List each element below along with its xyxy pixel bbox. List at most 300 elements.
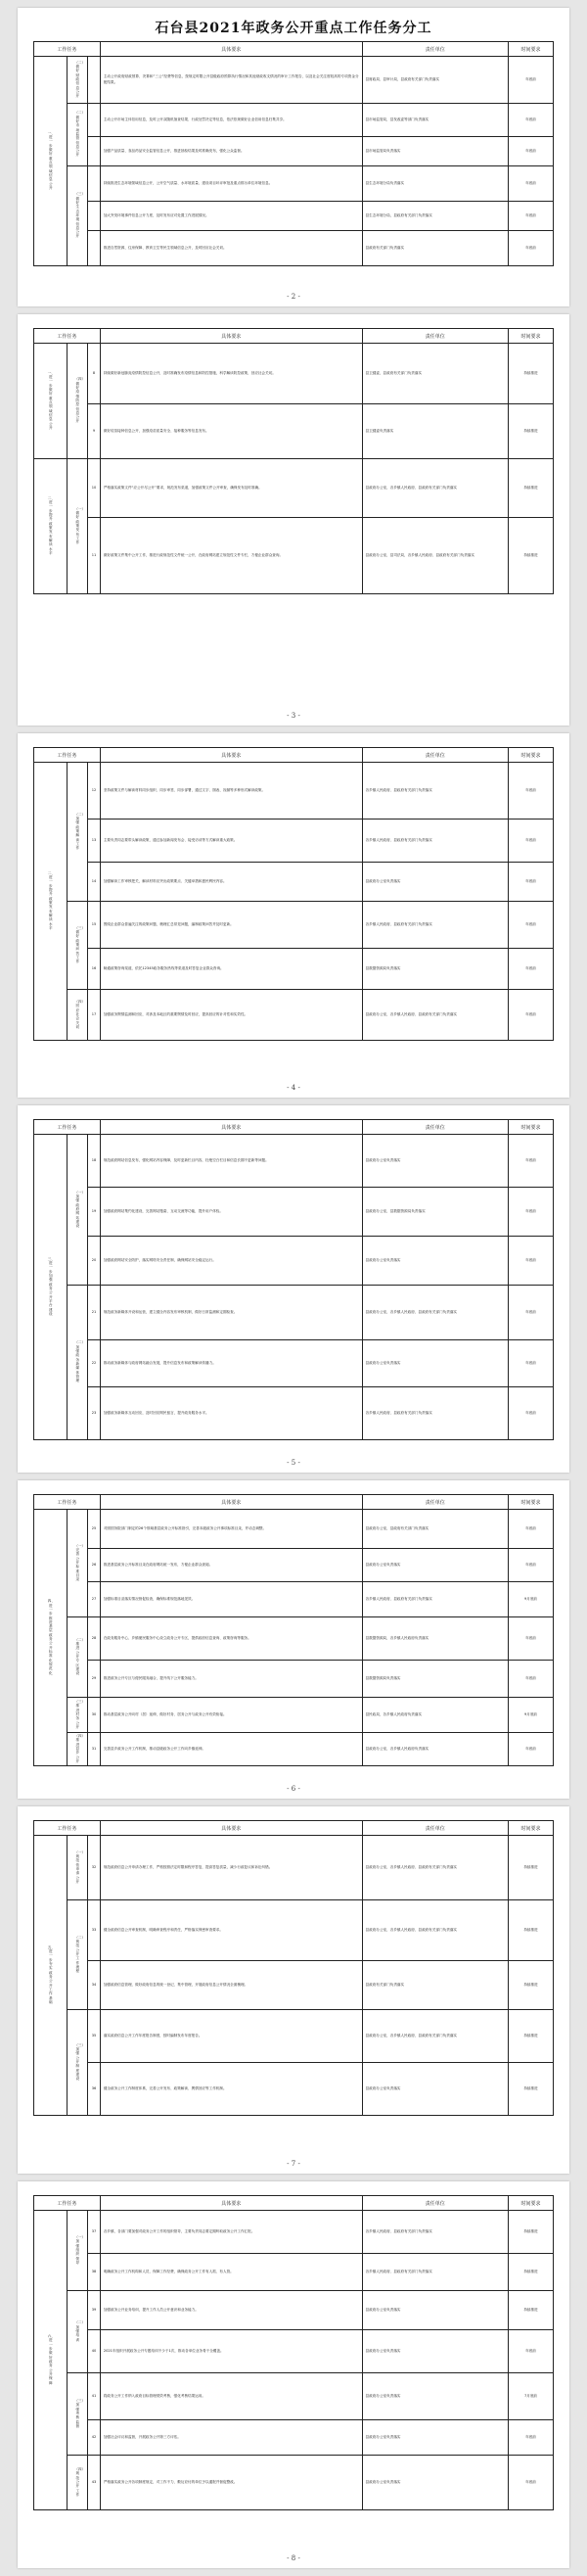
task-category-cell xyxy=(34,1135,68,1440)
item-number: 13 xyxy=(88,820,101,863)
time-requirement: 年底前 xyxy=(509,231,554,266)
table-row xyxy=(34,202,554,231)
requirement-text: 畅通政策咨询渠道，依托12345政务服务热线等渠道及时答复企业群众咨询。 xyxy=(100,949,362,990)
item-number xyxy=(88,137,101,166)
responsible-unit: 县数据资源局负责落实 xyxy=(362,1661,508,1698)
header-time: 时间要求 xyxy=(509,42,554,57)
page-number: - 2 - xyxy=(287,293,300,301)
requirement-text: 做好疫苗接种信息公开，加强疫苗质量安全、接种服务等信息发布。 xyxy=(100,404,362,459)
subtask-cell xyxy=(68,1510,88,1617)
responsible-unit: 县市场监管局，县发改委等部门负责落实 xyxy=(362,104,508,137)
time-requirement: 年底前 xyxy=(509,1387,554,1440)
task-category: 一、进一步做好重点领域信息公开 xyxy=(47,370,55,430)
header-unit: 责任单位 xyxy=(362,1120,508,1135)
table-row xyxy=(34,137,554,166)
time-requirement: 持续推进 xyxy=(509,518,554,594)
item-number xyxy=(88,202,101,231)
time-requirement: 年底前 xyxy=(509,1286,554,1340)
item-number: 30 xyxy=(88,1698,101,1733)
header-work-task: 工作任务 xyxy=(34,1821,101,1836)
table-row xyxy=(34,404,554,459)
table-row xyxy=(34,1661,554,1698)
table-row xyxy=(34,1188,554,1237)
requirement-text: 推进自然资源、住房保障、教育卫生等民生领域信息公开，及时回应社会关切。 xyxy=(100,231,362,266)
time-requirement: 持续推进 xyxy=(509,1836,554,1900)
item-number: 21 xyxy=(88,1286,101,1340)
subtask-label: （三）加强公开制度建设 xyxy=(74,2042,86,2082)
responsible-unit: 县政府办公室负责落实 xyxy=(362,2420,508,2456)
time-requirement: 年底前 xyxy=(509,166,554,202)
item-number: 29 xyxy=(88,1661,101,1698)
time-requirement: 年底前 xyxy=(509,137,554,166)
task-category: 一、进一步做好重点领域信息公开 xyxy=(47,130,55,190)
task-table xyxy=(33,2195,554,2510)
task-table xyxy=(33,1494,554,1766)
table-row xyxy=(34,2420,554,2456)
responsible-unit: 县政府办公室，县政府有关部门负责落实 xyxy=(362,1510,508,1549)
time-requirement: 持续推进 xyxy=(509,404,554,459)
responsible-unit: 县政府办公室负责落实 xyxy=(362,2291,508,2330)
time-requirement: 年底前 xyxy=(509,1617,554,1661)
header-time: 时间要求 xyxy=(509,2196,554,2211)
item-number: 17 xyxy=(88,990,101,1041)
item-number: 32 xyxy=(88,1836,101,1900)
time-requirement: 年底前 xyxy=(509,2456,554,2510)
item-number: 28 xyxy=(88,1617,101,1661)
responsible-unit: 县政府办公室，各乡镇人民政府、县政府有关部门负责落实 xyxy=(362,1286,508,1340)
subtask-label: （四）规范公开工作 xyxy=(74,2466,86,2497)
task-category-cell xyxy=(34,763,68,1041)
item-number: 31 xyxy=(88,1733,101,1766)
table-row xyxy=(34,2254,554,2291)
time-requirement: 持续推进 xyxy=(509,2010,554,2063)
requirement-text: 主动公开政府财政预算、决算和“三公”经费等信息，按规定时限公开县级政府预算执行情况和其他财政收支情况的审计工作报告，以及社会关注度较高的专项资金分配结果。 xyxy=(100,57,362,104)
table-row xyxy=(34,820,554,863)
responsible-unit: 各乡镇人民政府、县政府有关部门负责落实 xyxy=(362,2211,508,2254)
time-requirement: 年底前 xyxy=(509,1237,554,1286)
requirement-text: 将政务公开工作纳入政府目标管理绩效考核，强化考核结果运用。 xyxy=(100,2373,362,2420)
item-number: 37 xyxy=(88,2211,101,2254)
time-requirement: 持续推进 xyxy=(509,1961,554,2010)
requirement-text: 做好政策文件集中公开工作，推进行政规范性文件统一公开，在政府网站建立规范性文件专栏，方便企业群众查询。 xyxy=(100,518,362,594)
time-requirement: 持续推进 xyxy=(509,2063,554,2116)
table-row xyxy=(34,2456,554,2510)
table-row xyxy=(34,1698,554,1733)
time-requirement: 年底前 xyxy=(509,863,554,902)
responsible-unit: 县数据资源局负责落实 xyxy=(362,949,508,990)
header-work-task: 工作任务 xyxy=(34,2196,101,2211)
time-requirement: 9月底前 xyxy=(509,1698,554,1733)
subtask-cell xyxy=(68,763,88,902)
task-category-cell xyxy=(34,57,68,266)
table-row xyxy=(34,57,554,104)
subtask-cell xyxy=(68,1617,88,1698)
task-category: 二、进一步提升政策发布解读水平 xyxy=(47,495,55,555)
subtask-cell xyxy=(68,902,88,990)
subtask-label: （二）加强培训 xyxy=(74,2320,86,2342)
item-number: 19 xyxy=(88,1188,101,1237)
page-number: - 7 - xyxy=(287,2160,300,2168)
item-number: 35 xyxy=(88,2010,101,2063)
table-row xyxy=(34,166,554,202)
requirement-text: 明确政务公开工作机构和人员，保障工作经费，确保政务公开工作有人抓、有人管。 xyxy=(100,2254,362,2291)
responsible-unit: 县政府办公室负责落实 xyxy=(362,1135,508,1188)
requirement-text: 加强政务新媒体互动回应，及时回应网民留言，提升政务服务水平。 xyxy=(100,1387,362,1440)
table-row xyxy=(34,2063,554,2116)
subtask-label: （一）做好政策发布工作 xyxy=(74,506,86,545)
task-category: 五、进一步夯实政务公开工作基础 xyxy=(47,1944,55,2004)
subtask-cell xyxy=(68,2211,88,2291)
subtask-label: （二）做好财政信息公开 xyxy=(74,60,86,99)
responsible-unit: 各乡镇人民政府、县政府有关部门负责落实 xyxy=(362,1387,508,1440)
responsible-unit: 县政府办公室负责落实 xyxy=(362,2063,508,2116)
requirement-text: 主要负责同志要带头解读政策，通过参加新闻发布会、接受访谈等方式解读重大政策。 xyxy=(100,820,362,863)
header-time: 时间要求 xyxy=(509,1495,554,1510)
time-requirement: 年底前 xyxy=(509,902,554,949)
requirement-text: 加强政务舆情监测和回应，对涉及本地区的重要舆情及时回应，提高回应的针对性和实效性。 xyxy=(100,990,362,1041)
table-row xyxy=(34,949,554,990)
task-category-cell xyxy=(34,459,68,594)
page-number: - 8 - xyxy=(287,2554,300,2562)
table-row xyxy=(34,1900,554,1961)
header-requirement: 具体要求 xyxy=(100,1495,362,1510)
requirement-text: 加强政府信息管理，做好政府信息的统一登记、集中管理，开展政府信息公开情况全面梳理。 xyxy=(100,1961,362,2010)
table-row xyxy=(34,2211,554,2254)
requirement-text: 加强政府网站集约化建设，完善网站搜索、互动交流等功能，提升用户体验。 xyxy=(100,1188,362,1237)
time-requirement: 年底前 xyxy=(509,949,554,990)
subtask-label: （三）做好生态环境信息公开 xyxy=(74,192,86,239)
time-requirement: 年底前 xyxy=(509,202,554,231)
requirement-text: 完善县乡政务公开工作机制，推动县级政务公开工作向乡镇延伸。 xyxy=(100,1733,362,1766)
subtask-cell xyxy=(68,1900,88,2010)
time-requirement: 年底前 xyxy=(509,1549,554,1582)
table-row xyxy=(34,2291,554,2330)
item-number: 9 xyxy=(88,404,101,459)
responsible-unit: 县卫健委，县政府有关部门负责落实 xyxy=(362,344,508,404)
task-category: 三、进一步加强政务公开平台建设 xyxy=(47,1256,55,1316)
task-category-cell xyxy=(34,344,68,459)
header-work-task: 工作任务 xyxy=(34,1495,101,1510)
subtask-label: （四）回应社会关切 xyxy=(74,999,86,1029)
time-requirement: 持续推进 xyxy=(509,2211,554,2254)
table-row xyxy=(34,1510,554,1549)
responsible-unit: 县卫健委负责落实 xyxy=(362,404,508,459)
task-category-cell xyxy=(34,2211,68,2510)
task-table xyxy=(33,747,554,1041)
document-page-5 xyxy=(18,1480,569,1799)
table-row xyxy=(34,2330,554,2373)
requirement-text: 坚持政策文件与解读材料同步组织、同步审签、同步部署，通过文字、图表、视频等多种形式解读政策。 xyxy=(100,763,362,820)
item-number: 16 xyxy=(88,949,101,990)
subtask-label: （三）加强考核监督 xyxy=(74,2398,86,2428)
responsible-unit: 县政府有关部门负责落实 xyxy=(362,231,508,266)
requirement-text: 持续做好新冠肺炎疫情防控信息公开，及时准确发布疫情信息和防控措施，科学解读防控政策，回应社会关切。 xyxy=(100,344,362,404)
responsible-unit: 县政府办公室，各乡镇人民政府、县政府有关部门负责落实 xyxy=(362,2010,508,2063)
item-number: 26 xyxy=(88,1549,101,1582)
item-number: 36 xyxy=(88,2063,101,2116)
responsible-unit: 各乡镇人民政府、县政府有关部门负责落实 xyxy=(362,1582,508,1617)
requirement-text: 对照国务院部门制定的26个领域基层政务公开标准指引，完善本级政务公开事项标准目录，并动态调整。 xyxy=(100,1510,362,1549)
document-page-7 xyxy=(18,2181,569,2568)
time-requirement: 年底前 xyxy=(509,57,554,104)
task-table xyxy=(33,328,554,594)
responsible-unit: 县政府办公室负责落实 xyxy=(362,1549,508,1582)
requirement-text: 严格落实政务公开各项制度规定，对工作不力、敷衍应付的单位予以通报并督促整改。 xyxy=(100,2456,362,2510)
time-requirement: 年底前 xyxy=(509,1340,554,1387)
table-row xyxy=(34,1387,554,1440)
time-requirement: 年底前 xyxy=(509,820,554,863)
subtask-label: （二）推进公开专区建设 xyxy=(74,1637,86,1676)
time-requirement: 年底前 xyxy=(509,763,554,820)
item-number: 38 xyxy=(88,2254,101,2291)
header-unit: 责任单位 xyxy=(362,2196,508,2211)
subtask-cell xyxy=(68,166,88,266)
responsible-unit: 县政府办公室负责落实 xyxy=(362,1237,508,1286)
header-requirement: 具体要求 xyxy=(100,1120,362,1135)
table-row xyxy=(34,1135,554,1188)
item-number: 40 xyxy=(88,2330,101,2373)
subtask-cell xyxy=(68,1286,88,1440)
time-requirement: 持续推进 xyxy=(509,2291,554,2330)
responsible-unit: 县财政局、县审计局，县政府有关部门负责落实 xyxy=(362,57,508,104)
subtask-cell xyxy=(68,2010,88,2116)
requirement-text: 主动公开市场主体信用信息，及时公开双随机抽查结果、行政处罚决定等信息，依法依规做好企业信用信息归集共享。 xyxy=(100,104,362,137)
requirement-text: 加强产品质量、食品药品安全监管信息公开，推进抽检结果及时准确发布，强化公众监督。 xyxy=(100,137,362,166)
subtask-label: （四）推进县乡公开 xyxy=(74,1734,86,1763)
requirement-text: 推动政务新媒体与政府网站融合发展，提升信息发布和政策解读传播力。 xyxy=(100,1340,362,1387)
item-number: 27 xyxy=(88,1582,101,1617)
responsible-unit: 县政府办公室负责落实 xyxy=(362,863,508,902)
table-row xyxy=(34,1733,554,1766)
item-number xyxy=(88,166,101,202)
time-requirement: 9月底前 xyxy=(509,1582,554,1617)
subtask-cell xyxy=(68,344,88,459)
subtask-cell xyxy=(68,57,88,104)
table-row xyxy=(34,104,554,137)
item-number: 23 xyxy=(88,1387,101,1440)
responsible-unit: 各乡镇人民政府、县政府有关部门负责落实 xyxy=(362,902,508,949)
item-number: 34 xyxy=(88,1961,101,2010)
time-requirement: 年底前 xyxy=(509,1188,554,1237)
requirement-text: 加强标准目录落实情况督促检查，确保标准规范落地见效。 xyxy=(100,1582,362,1617)
responsible-unit: 县政府办公室负责落实 xyxy=(362,1340,508,1387)
table-row xyxy=(34,518,554,594)
subtask-cell xyxy=(68,104,88,166)
requirement-text: 健全政务公开工作制度体系，完善公开发布、政策解读、舆情回应等工作机制。 xyxy=(100,2063,362,2116)
header-requirement: 具体要求 xyxy=(100,1821,362,1836)
document-page-1 xyxy=(18,8,569,306)
table-row xyxy=(34,1836,554,1900)
time-requirement: 年底前 xyxy=(509,1661,554,1698)
header-work-task: 工作任务 xyxy=(34,42,101,57)
time-requirement: 年底前 xyxy=(509,1510,554,1549)
requirement-text: 规范政府网站信息发布，强化网站内容保障，及时更新栏目内容，杜绝空白栏目和信息长期不更新等问题。 xyxy=(100,1135,362,1188)
item-number: 39 xyxy=(88,2291,101,2330)
item-number: 18 xyxy=(88,1135,101,1188)
requirement-text: 推动基层政务公开向村（居）延伸，做好村务、居务公开与政务公开有效衔接。 xyxy=(100,1698,362,1733)
subtask-cell xyxy=(68,2373,88,2456)
table-row xyxy=(34,1340,554,1387)
requirement-text: 加强社会评议和监督，开展政务公开第三方评估。 xyxy=(100,2420,362,2456)
header-requirement: 具体要求 xyxy=(100,748,362,763)
page-number: - 4 - xyxy=(287,1084,300,1092)
subtask-cell xyxy=(68,1698,88,1733)
header-unit: 责任单位 xyxy=(362,1495,508,1510)
table-row xyxy=(34,1961,554,2010)
subtask-label: （二）做好市场监管信息公开 xyxy=(74,111,86,158)
time-requirement: 年底前 xyxy=(509,1733,554,1766)
task-category-cell xyxy=(34,1510,68,1766)
header-time: 时间要求 xyxy=(509,748,554,763)
header-requirement: 具体要求 xyxy=(100,329,362,344)
item-number: 14 xyxy=(88,863,101,902)
subtask-cell xyxy=(68,1135,88,1286)
requirement-text: 推进政务公开专区与便民服务融合，提升线下公开服务能力。 xyxy=(100,1661,362,1698)
responsible-unit: 县政府办公室负责落实 xyxy=(362,2456,508,2510)
item-number xyxy=(88,231,101,266)
requirement-text: 推进基层政务公开标准目录在政府网站统一发布，方便企业群众查阅。 xyxy=(100,1549,362,1582)
table-row xyxy=(34,2373,554,2420)
table-row xyxy=(34,863,554,902)
document-page-6 xyxy=(18,1806,569,2174)
task-table xyxy=(33,41,554,266)
subtask-label: （二）规范公开工作流程 xyxy=(74,1935,86,1974)
responsible-unit: 各乡镇人民政府、县政府有关部门负责落实 xyxy=(362,820,508,863)
subtask-cell xyxy=(68,990,88,1041)
page-number: - 6 - xyxy=(287,1785,300,1793)
requirement-text: 规范政府信息公开申请办理工作，严格按照法定时限和程序答复，提高答复质量，减少行政复议和诉讼纠错。 xyxy=(100,1836,362,1900)
header-requirement: 具体要求 xyxy=(100,2196,362,2211)
subtask-label: （二）加强政策解读工作 xyxy=(74,812,86,851)
responsible-unit: 县政府有关部门负责落实 xyxy=(362,1961,508,2010)
header-time: 时间要求 xyxy=(509,1821,554,1836)
requirement-text: 落实政府信息公开工作年度报告制度，按时编制发布年度报告。 xyxy=(100,2010,362,2063)
table-row xyxy=(34,1549,554,1582)
responsible-unit: 县政府办公室，县司法局，各乡镇人民政府、县政府有关部门负责落实 xyxy=(362,518,508,594)
item-number: 42 xyxy=(88,2420,101,2456)
header-work-task: 工作任务 xyxy=(34,329,101,344)
task-table xyxy=(33,1820,554,2116)
responsible-unit: 县政府办公室，各乡镇人民政府负责落实 xyxy=(362,1733,508,1766)
time-requirement: 年底前 xyxy=(509,1135,554,1188)
document-page-3 xyxy=(18,733,569,1098)
responsible-unit: 县政府办公室，各乡镇人民政府、县政府有关部门负责落实 xyxy=(362,459,508,518)
requirement-text: 严格落实政策文件“应公开尽公开”要求，规范发布渠道，加强政策文件公开审查，确保发布及时准确。 xyxy=(100,459,362,518)
time-requirement: 持续推进 xyxy=(509,2254,554,2291)
responsible-unit: 县政府办公室负责落实 xyxy=(362,2330,508,2373)
responsible-unit: 各乡镇人民政府、县政府有关部门负责落实 xyxy=(362,763,508,820)
subtask-label: （二）加强政务新媒体管理 xyxy=(74,1340,86,1383)
item-number: 25 xyxy=(88,1510,101,1549)
item-number: 22 xyxy=(88,1340,101,1387)
item-number: 11 xyxy=(88,518,101,594)
subtask-label: （四）做好疫情防控信息公开 xyxy=(74,377,86,424)
responsible-unit: 县政府办公室负责落实 xyxy=(362,2373,508,2420)
time-requirement: 年底前 xyxy=(509,2420,554,2456)
time-requirement: 持续推进 xyxy=(509,459,554,518)
table-row xyxy=(34,344,554,404)
table-row xyxy=(34,763,554,820)
responsible-unit: 各乡镇人民政府、县政府有关部门负责落实 xyxy=(362,2254,508,2291)
responsible-unit: 县数据资源局，各乡镇人民政府负责落实 xyxy=(362,1617,508,1661)
requirement-text: 加强政务公开业务培训，提升工作人员公开意识和业务能力。 xyxy=(100,2291,362,2330)
requirement-text: 围绕企业群众普遍关注的政策问题，梳理汇总常见问题，编制政策问答并及时更新。 xyxy=(100,902,362,949)
header-unit: 责任单位 xyxy=(362,329,508,344)
item-number: 10 xyxy=(88,459,101,518)
subtask-cell xyxy=(68,1733,88,1766)
requirement-text: 健全政府信息公开审查机制，明确审查程序和责任，严格落实保密审查要求。 xyxy=(100,1900,362,1961)
responsible-unit: 县政府办公室，县数据资源局负责落实 xyxy=(362,1188,508,1237)
table-row xyxy=(34,902,554,949)
task-category: 二、进一步提升政策发布解读水平 xyxy=(47,870,55,930)
time-requirement: 年底前 xyxy=(509,990,554,1041)
header-unit: 责任单位 xyxy=(362,1821,508,1836)
item-number xyxy=(88,57,101,104)
header-work-task: 工作任务 xyxy=(34,1120,101,1135)
subtask-cell xyxy=(68,2291,88,2373)
subtask-label: （三）推进村务公开 xyxy=(74,1699,86,1729)
requirement-text: 各乡镇、各部门要加强对政务公开工作的组织领导，主要负责同志要定期听取政务公开工作汇报。 xyxy=(100,2211,362,2254)
table-row xyxy=(34,990,554,1041)
time-requirement: 持续推进 xyxy=(509,344,554,404)
responsible-unit: 县政府办公室，各乡镇人民政府、县政府有关部门负责落实 xyxy=(362,1836,508,1900)
item-number: 15 xyxy=(88,902,101,949)
responsible-unit: 县民政局，各乡镇人民政府负责落实 xyxy=(362,1698,508,1733)
header-requirement: 具体要求 xyxy=(100,42,362,57)
responsible-unit: 县市场监管局负责落实 xyxy=(362,137,508,166)
document-page-2 xyxy=(18,314,569,726)
subtask-cell xyxy=(68,1836,88,1900)
table-row xyxy=(34,459,554,518)
time-requirement: 7月底前 xyxy=(509,2373,554,2420)
task-category-cell xyxy=(34,1836,68,2116)
page-number: - 3 - xyxy=(287,712,300,720)
requirement-text: 加强政府网站安全防护，落实网络安全责任制，确保网站安全稳定运行。 xyxy=(100,1237,362,1286)
subtask-label: （一）加强政府网站建设 xyxy=(74,1190,86,1229)
requirement-text: 持续推进生态环境领域信息公开，公开空气质量、水环境质量、建设项目环评审批及重点排污单位环境信息。 xyxy=(100,166,362,202)
responsible-unit: 县生态环境分局，县政府有关部门负责落实 xyxy=(362,202,508,231)
requirement-text: 规范政务新媒体开设和运营，建立健全内容发布审核机制，做好日常监测和定期检查。 xyxy=(100,1286,362,1340)
table-row xyxy=(34,231,554,266)
responsible-unit: 县政府办公室，各乡镇人民政府、县政府有关部门负责落实 xyxy=(362,1900,508,1961)
item-number: 33 xyxy=(88,1900,101,1961)
time-requirement: 年底前 xyxy=(509,104,554,137)
header-work-task: 工作任务 xyxy=(34,748,101,763)
table-row xyxy=(34,1582,554,1617)
responsible-unit: 县生态环境分局负责落实 xyxy=(362,166,508,202)
header-time: 时间要求 xyxy=(509,1120,554,1135)
document-page-4 xyxy=(18,1105,569,1473)
page-number: - 5 - xyxy=(287,1459,300,1467)
item-number: 8 xyxy=(88,344,101,404)
requirement-text: 加大突发环境事件信息公开力度，及时发布应对处置工作进展情况。 xyxy=(100,202,362,231)
time-requirement: 持续推进 xyxy=(509,1900,554,1961)
document-title: 石台县2021年政务公开重点工作任务分工 xyxy=(155,21,432,36)
item-number: 43 xyxy=(88,2456,101,2510)
requirement-text: 2021年组织开展政务公开专题培训不少于1次，推动各单位业务骨干全覆盖。 xyxy=(100,2330,362,2373)
table-row xyxy=(34,2010,554,2063)
subtask-label: （一）加强组织领导 xyxy=(74,2234,86,2265)
subtask-cell xyxy=(68,459,88,594)
subtask-label: （一）完善公开标准目录 xyxy=(74,1543,86,1582)
table-row xyxy=(34,1286,554,1340)
subtask-cell xyxy=(68,2456,88,2510)
item-number xyxy=(88,104,101,137)
requirement-text: 加强解读工作审核把关，解读材料应突出政策要点、关键举措和惠民利民内容。 xyxy=(100,863,362,902)
responsible-unit: 县政府办公室，各乡镇人民政府、县政府有关部门负责落实 xyxy=(362,990,508,1041)
item-number: 41 xyxy=(88,2373,101,2420)
subtask-label: （一）规范依申请公开 xyxy=(74,1850,86,1884)
